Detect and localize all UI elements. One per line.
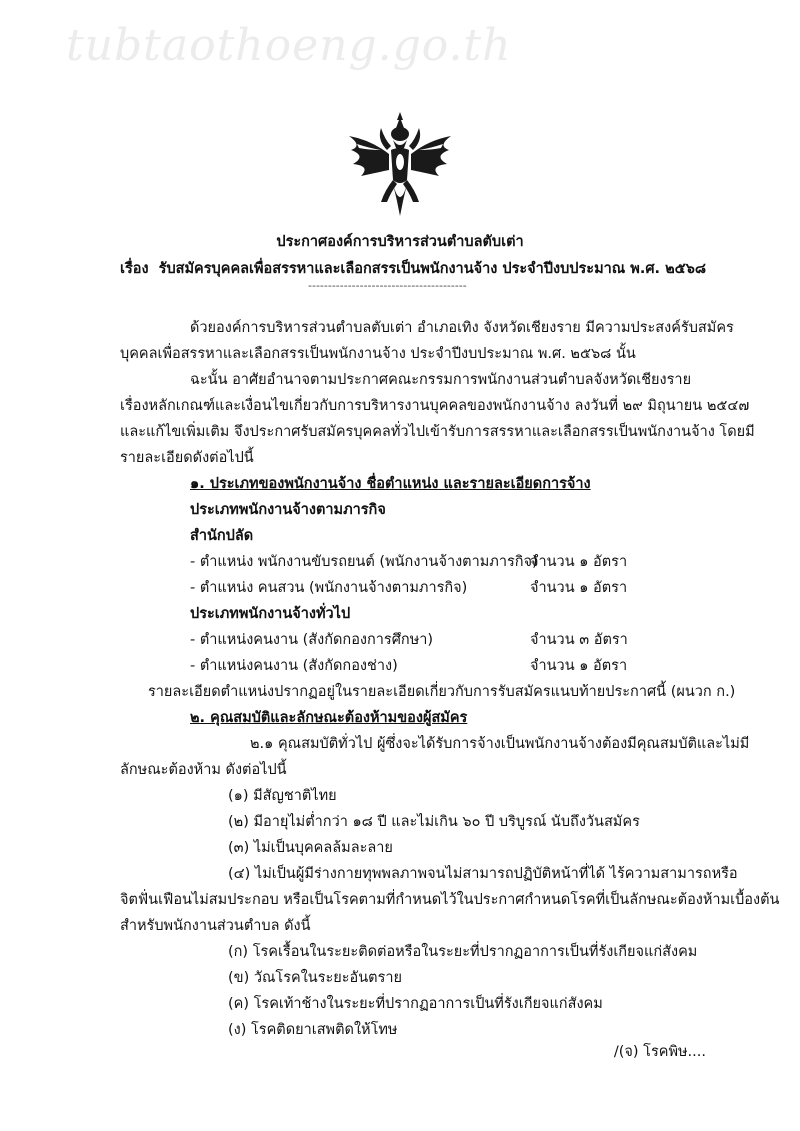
intro-p2-line3: และแก้ไขเพิ่มเติม จึงประกาศรับสมัครบุคคลทั่วไปเข้ารับการสรรหาและเลือกสรรเป็นพนักงานจ้าง โดยมี [120,424,755,440]
section2-1-line2: ลักษณะต้องห้าม ดังต่อไปนี้ [120,762,287,778]
qualification-item-1: (๑) มีสัญชาติไทย [228,788,337,804]
intro-p1-line1: ด้วยองค์การบริหารส่วนตำบลตับเต่า อำเภอเทิง จังหวัดเชียงราย มีความประสงค์รับสมัคร [190,320,734,336]
qualification-item-4-line2: จิตฟั่นเฟือนไม่สมประกอบ หรือเป็นโรคตามที่กำหนดไว้ในประกาศกำหนดโรคที่เป็นลักษณะต้องห้ามเบื้องต้น [120,892,780,908]
position-driver: - ตำแหน่ง พนักงานขับรถยนต์ (พนักงานจ้างตามภารกิจ) [190,554,538,570]
continued-note: /(จ) โรคพิษ.... [613,1044,706,1060]
position-worker-engineering: - ตำแหน่งคนงาน (สังกัดกองช่าง) [190,658,398,674]
intro-p2-line1: ฉะนั้น อาศัยอำนาจตามประกาศคณะกรรมการพนักงานส่วนตำบลจังหวัดเชียงราย [190,372,692,388]
subject-line [120,259,706,279]
position-worker-education-count: จำนวน ๓ อัตรา [530,632,628,648]
disease-item-b: (ข) วัณโรคในระยะอันตราย [228,970,403,986]
section2-1-line1: ๒.๑ คุณสมบัติทั่วไป ผู้ซึ่งจะได้รับการจ้างเป็นพนักงานจ้างต้องมีคุณสมบัติและไม่มี [250,736,750,752]
qualification-item-3: (๓) ไม่เป็นบุคคลล้มละลาย [228,840,393,856]
section2-heading: ๒. คุณสมบัติและลักษณะต้องห้ามของผู้สมัคร [190,710,468,726]
intro-p1-line2: บุคคลเพื่อสรรหาและเลือกสรรเป็นพนักงานจ้าง ประจำปีงบประมาณ พ.ศ. ๒๕๖๘ นั้น [120,346,636,362]
site-watermark: tubtaothoeng.go.th [66,20,512,71]
subject-text: รับสมัครบุคคลเพื่อสรรหาและเลือกสรรเป็นพนักงานจ้าง ประจำปีงบประมาณ พ.ศ. ๒๕๖๘ [158,261,707,277]
qualification-item-2: (๒) มีอายุไม่ต่ำกว่า ๑๘ ปี และไม่เกิน ๖๐ ปี บริบูรณ์ นับถึงวันสมัคร [228,814,640,830]
qualification-item-4-line1: (๔) ไม่เป็นผู้มีร่างกายทุพพลภาพจนไม่สามารถปฏิบัติหน้าที่ได้ ไร้ความสามารถหรือ [228,866,738,882]
section1-note: รายละเอียดตำแหน่งปรากฏอยู่ในรายละเอียดเกี่ยวกับการรับสมัครแนบท้ายประกาศนี้ (ผนวก ก.) [148,684,736,700]
section1-heading: ๑. ประเภทของพนักงานจ้าง ชื่อตำแหน่ง และรายละเอียดการจ้าง [190,476,591,492]
title-separator: ---------------------------------------- [308,279,467,292]
employee-type-general: ประเภทพนักงานจ้างทั่วไป [190,606,351,622]
position-driver-count: จำนวน ๑ อัตรา [530,554,628,570]
employee-type-mission: ประเภทพนักงานจ้างตามภารกิจ [190,502,386,518]
qualification-item-4-line3: สำหรับพนักงานส่วนตำบล ดังนี้ [120,918,311,934]
intro-p2-line4: รายละเอียดดังต่อไปนี้ [120,450,254,466]
garuda-emblem-icon [341,110,459,218]
announcement-title: ประกาศองค์การบริหารส่วนตำบลตับเต่า [276,234,524,250]
position-worker-education: - ตำแหน่งคนงาน (สังกัดกองการศึกษา) [190,632,434,648]
disease-item-d: (ง) โรคติดยาเสพติดให้โทษ [228,1022,398,1038]
disease-item-a: (ก) โรคเรื้อนในระยะติดต่อหรือในระยะที่ปรากฏอาการเป็นที่รังเกียจแก่สังคม [228,944,698,960]
office-name: สำนักปลัด [190,528,254,544]
intro-p2-line2: เรื่องหลักเกณฑ์และเงื่อนไขเกี่ยวกับการบริหารงานบุคคลของพนักงานจ้าง ลงวันที่ ๒๙ มิถุนายน ๒๕๔๗ [120,398,750,414]
subject-label: เรื่อง [120,261,149,277]
position-worker-engineering-count: จำนวน ๑ อัตรา [530,658,628,674]
position-gardener-count: จำนวน ๑ อัตรา [530,580,628,596]
disease-item-c: (ค) โรคเท้าช้างในระยะที่ปรากฏอาการเป็นที่รังเกียจแก่สังคม [228,996,603,1012]
position-gardener: - ตำแหน่ง คนสวน (พนักงานจ้างตามภารกิจ) [190,580,468,596]
